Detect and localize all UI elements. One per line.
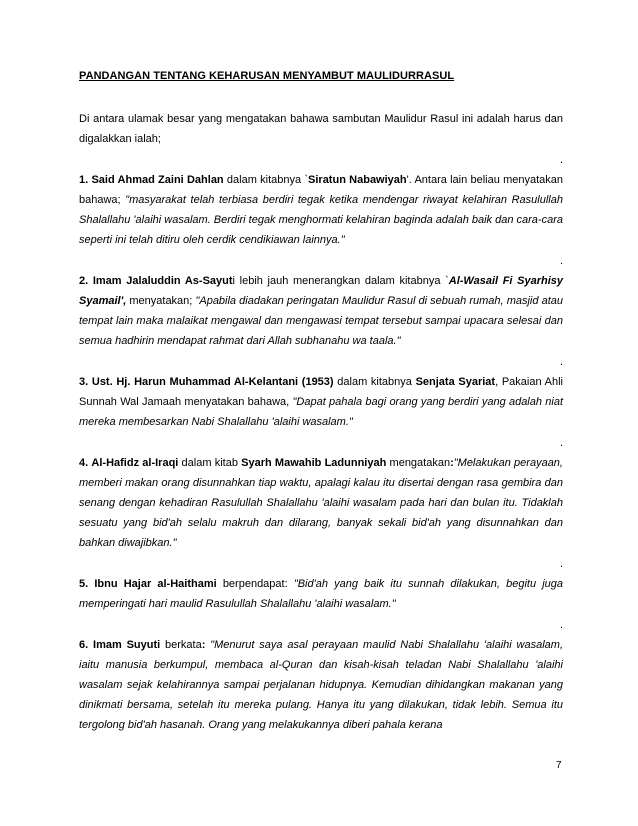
scholar-name: Ust. Hj. Harun Muhammad Al-Kelantani (1953) xyxy=(91,376,334,388)
scholar-entry-6 xyxy=(79,635,563,735)
page-number: 7 xyxy=(556,760,562,771)
scholar-name: Al-Hafidz al-Iraqi xyxy=(91,457,179,469)
separator-dot: . xyxy=(559,437,563,449)
scholar-name: Ibnu Hajar al-Haithami xyxy=(94,578,217,590)
entry-text: , Pakaian Ahli Sunnah Wal Jamaah menyatakan bahawa, xyxy=(79,376,564,408)
entry-number: 3. xyxy=(79,376,89,388)
entry-text: berkata xyxy=(160,639,202,651)
entry-colon: : xyxy=(201,639,206,651)
separator-dot: . xyxy=(559,154,563,166)
entry-number: 2. xyxy=(79,275,89,287)
scholar-name: Imam Jalaluddin As-Sayut xyxy=(92,275,233,287)
quotation: "Dapat pahala bagi orang yang berdiri yang adalah niat mereka membesarkan Nabi Shalallahu 'alaihi wasalam." xyxy=(79,396,564,428)
entry-number: 4. xyxy=(79,457,89,469)
scholar-entry-2 xyxy=(79,271,563,351)
scholar-name: Said Ahmad Zaini Dahlan xyxy=(91,174,224,186)
intro-paragraph: Di antara ulamak besar yang mengatakan bahawa sambutan Maulidur Rasul ini adalah harus dan digalakkan ialah; xyxy=(79,113,563,145)
entry-text: '. Antara lain beliau menyatakan bahawa; xyxy=(79,174,564,206)
separator-dot: . xyxy=(559,255,563,267)
page-title: PANDANGAN TENTANG KEHARUSAN MENYAMBUT MAULIDURRASUL xyxy=(79,70,455,82)
entry-number: 5. xyxy=(79,578,89,590)
scholar-entry-1 xyxy=(79,170,563,250)
quotation: "Bid'ah yang baik itu sunnah dilakukan, begitu juga memperingati hari maulid Rasulullah Shalallahu 'alaihi wasalam." xyxy=(79,578,564,610)
entry-text: i lebih jauh menerangkan dalam kitabnya ` xyxy=(232,275,449,287)
entry-text: menyatakan; xyxy=(126,295,196,307)
separator-dot: . xyxy=(559,356,563,368)
separator-dot: . xyxy=(559,558,563,570)
entry-text: dalam kitabnya ` xyxy=(223,174,309,186)
book-title: Al-Wasail Fi Syarhisy Syamail', xyxy=(79,275,563,307)
entry-text: dalam kitabnya xyxy=(333,376,416,388)
entry-number: 1. xyxy=(79,174,89,186)
book-title: Senjata Syariat xyxy=(415,376,496,388)
quotation: "Apabila diadakan peringatan Maulidur Rasul di sebuah rumah, masjid atau tempat lain maka malaikat mengawal dan mengawasi tempat tersebut sampai upacara selesai dan semua hadhirin mendapat rahmat dari Allah subhanahu wa taala." xyxy=(79,295,563,347)
entry-colon: : xyxy=(450,457,454,469)
entry-text: mengatakan xyxy=(386,457,451,469)
scholar-name: Imam Suyuti xyxy=(93,639,161,651)
scholar-entry-3 xyxy=(79,372,563,432)
book-title: Siratun Nabawiyah xyxy=(308,174,407,186)
quotation: "Melakukan perayaan, memberi makan orang disunnahkan tiap waktu, apalagi kalau itu disertai dengan rasa gembira dan senang dengan kehadiran Rasulullah Shalallahu 'alaihi wasalam pada hari dan bulan itu. Tidaklah sesuatu yang bid'ah selalu makruh dan dilarang, banyak sekali bid'ah yang disunnahkan dan bahkan diwajibkan." xyxy=(79,457,563,549)
entry-number: 6. xyxy=(79,639,89,651)
entry-text: berpendapat: xyxy=(216,578,294,590)
quotation: "Menurut saya asal perayaan maulid Nabi Shalallahu 'alaihi wasalam, iaitu manusia berkumpul, membaca al-Quran dan kisah-kisah teladan Nabi Shalallahu 'alaihi wasalam sejak kelahirannya sampai perjalanan hidupnya. Kemudian dihidangkan makanan yang dinikmati bersama, setelah itu mereka pulang. Hanya itu yang dilakukan, tidak lebih. Semua itu tergolong bid'ah hasanah. Orang yang melakukannya diberi pahala kerana xyxy=(79,639,563,731)
scholar-entry-5 xyxy=(79,574,563,614)
quotation: "masyarakat telah terbiasa berdiri tegak ketika mendengar riwayat kelahiran Rasulullah Shalallahu 'alaihi wasalam. Berdiri tegak menghormati kelahiran baginda adalah baik dan cara-cara seperti ini telah ditiru oleh cerdik cendikiawan lainnya." xyxy=(79,194,563,246)
page-content xyxy=(79,70,563,735)
book-title: Syarh Mawahib Ladunniyah xyxy=(241,457,387,469)
scholar-entry-4 xyxy=(79,453,563,553)
separator-dot: . xyxy=(559,619,563,631)
entry-text: dalam kitab xyxy=(178,457,242,469)
